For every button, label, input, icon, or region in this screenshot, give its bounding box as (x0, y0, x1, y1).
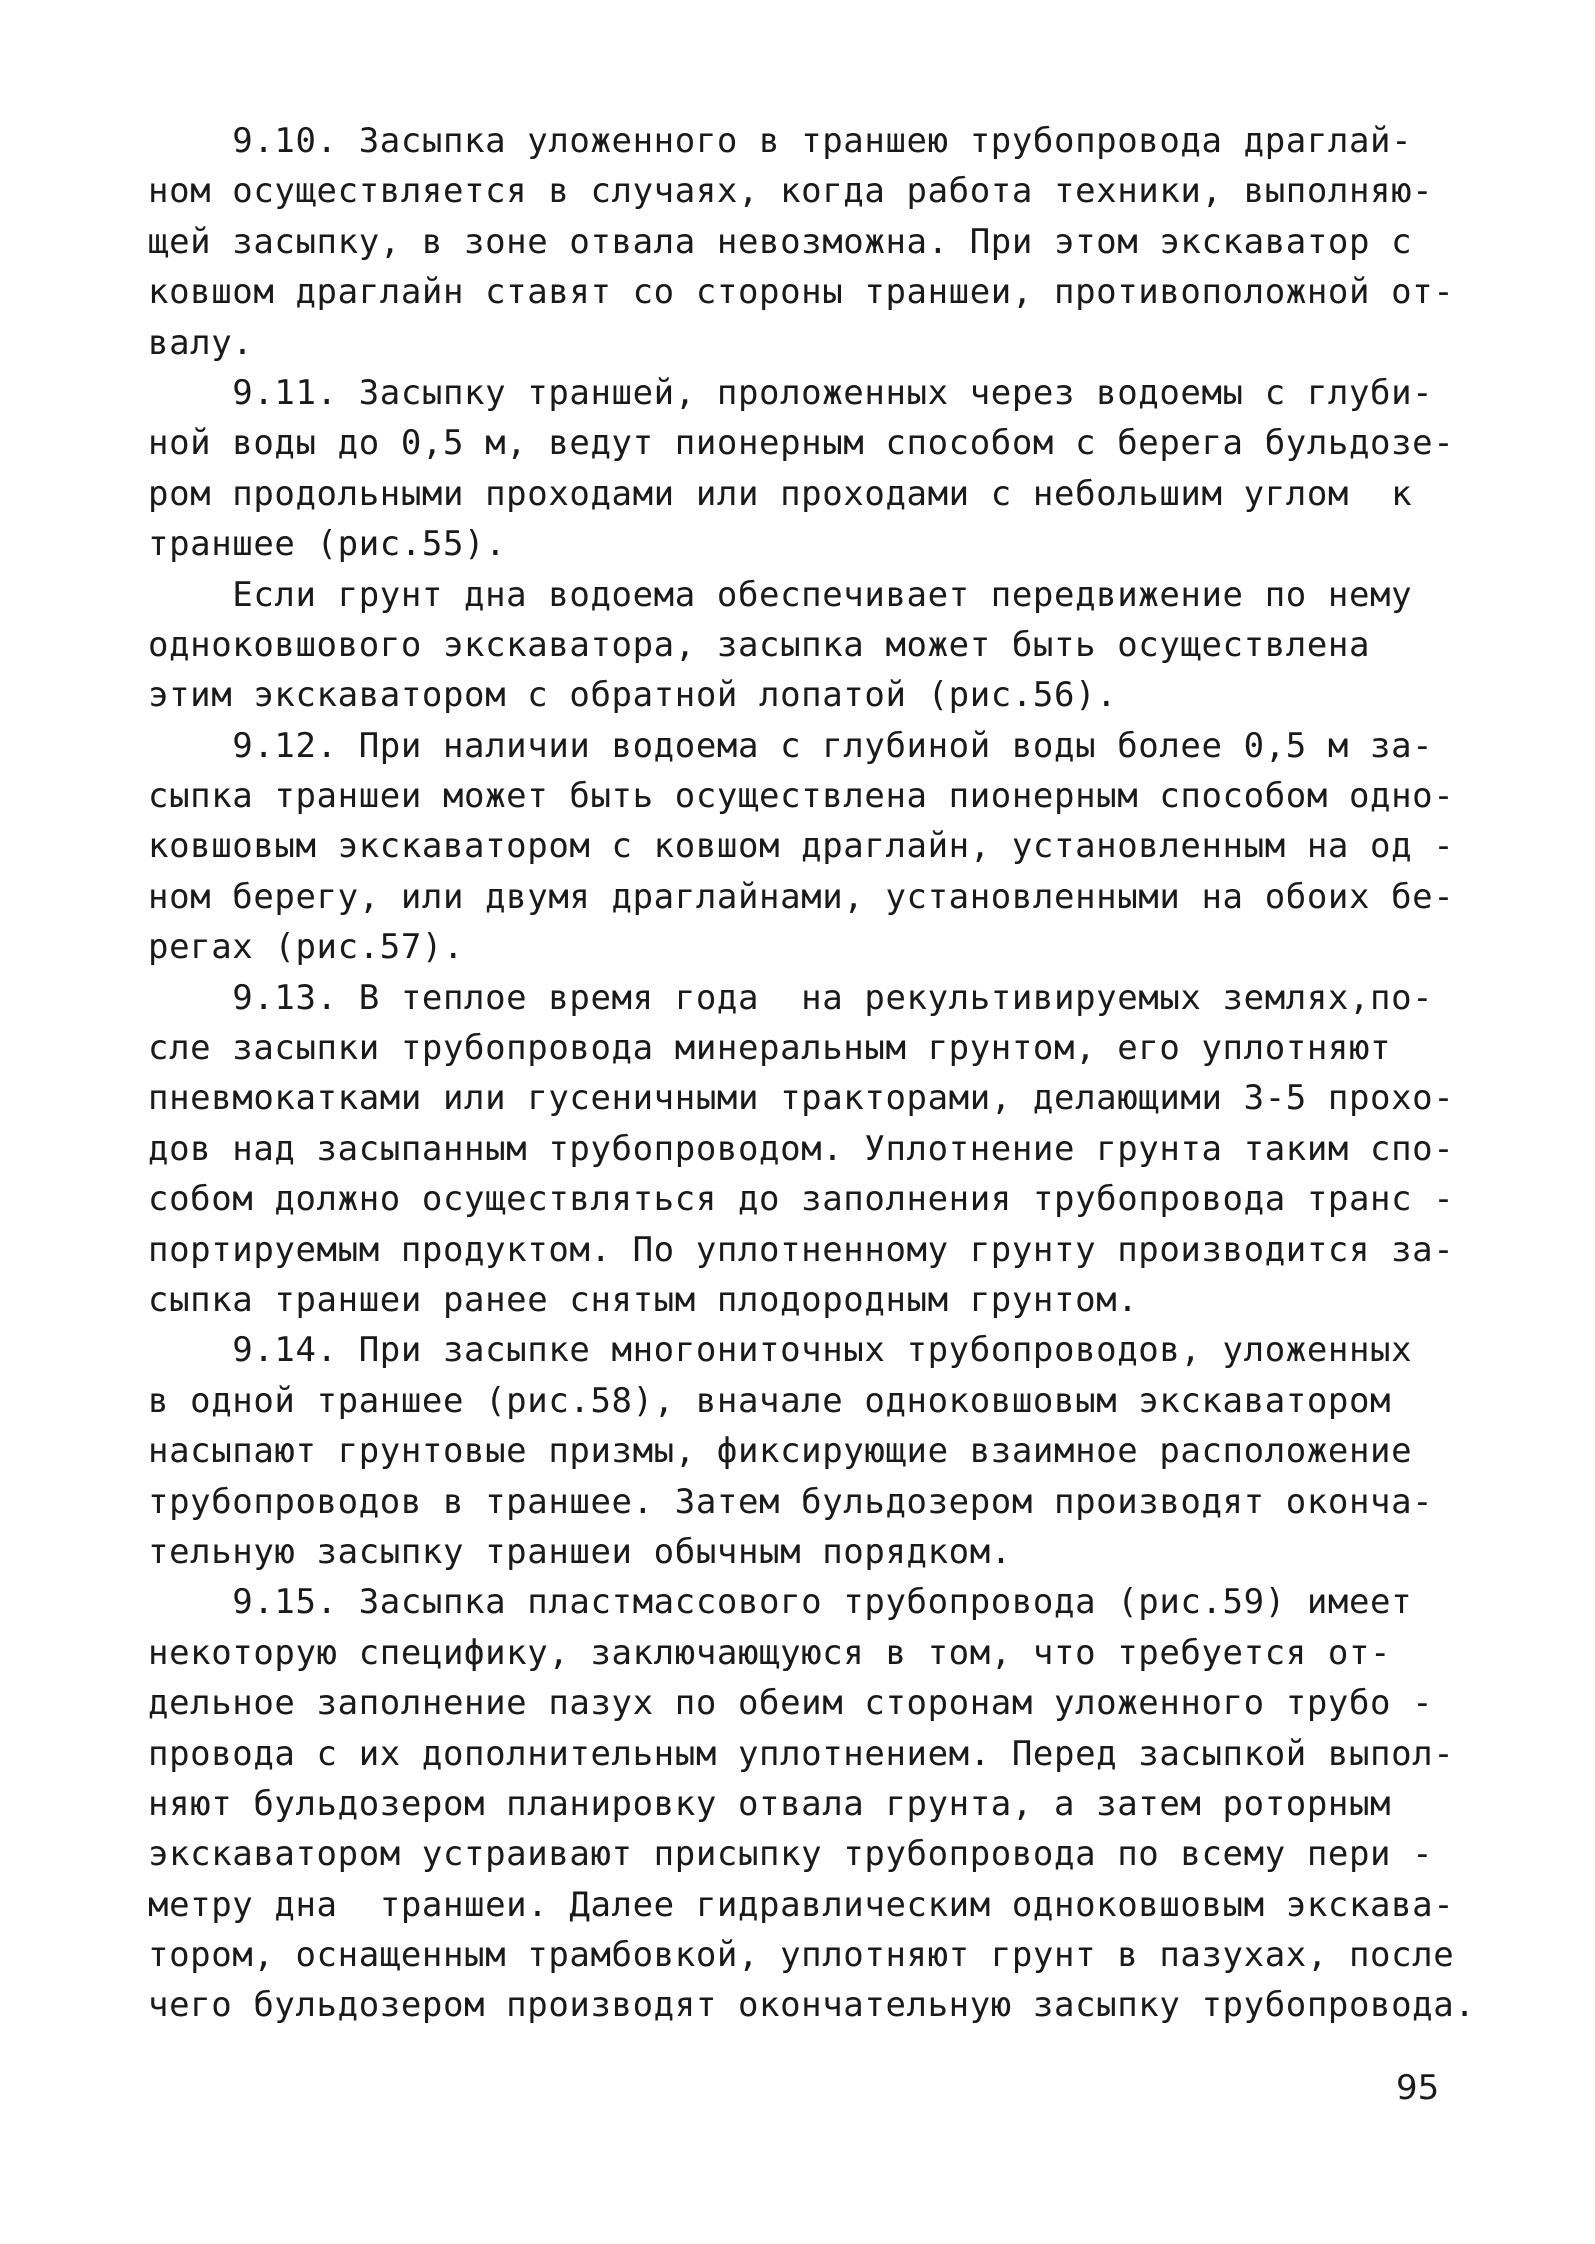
text-line: метру дна траншеи. Далее гидравлическим одноковшовым экскава- (148, 1884, 1455, 1925)
text-line: насыпают грунтовые призмы, фиксирующие взаимное расположение (148, 1431, 1413, 1472)
text-line: 9.15. Засыпка пластмассового трубопровода (рис.59) имеет (148, 1582, 1413, 1623)
text-line: пневмокатками или гусеничными тракторами, делающими 3-5 прохо- (148, 1078, 1455, 1119)
text-line: ном осуществляется в случаях, когда работа техники, выполняю- (148, 171, 1434, 212)
text-line: 9.10. Засыпка уложенного в траншею трубопровода драглай- (148, 121, 1413, 161)
text-line: чего бульдозером производят окончательную засыпку трубопровода. (148, 1985, 1476, 2026)
text-line: провода с их дополнительным уплотнением. Перед засыпкой выпол- (148, 1733, 1455, 1774)
text-line: сле засыпки трубопровода минеральным грунтом, его уплотняют (148, 1028, 1392, 1069)
body-text (148, 116, 1476, 2031)
text-line: регах (рис.57). (148, 927, 465, 968)
text-line: собом должно осуществляться до заполнения трубопровода транс - (148, 1179, 1455, 1220)
text-line: валу. (148, 322, 254, 363)
text-line: ковшом драглайн ставят со стороны траншеи, противоположной от- (148, 272, 1455, 313)
text-line: этим экскаватором с обратной лопатой (рис.56). (148, 675, 1118, 716)
text-line: трубопроводов в траншее. Затем бульдозером производят оконча- (148, 1481, 1434, 1522)
text-line: тором, оснащенным трамбовкой, уплотняют грунт в пазухах, после (148, 1935, 1455, 1976)
text-line: щей засыпку, в зоне отвала невозможна. При этом экскаватор с (148, 221, 1413, 262)
text-line: Если грунт дна водоема обеспечивает передвижение по нему (148, 574, 1413, 615)
text-line: 9.11. Засыпку траншей, проложенных через водоемы с глуби- (148, 372, 1434, 413)
text-line: тельную засыпку траншеи обычным порядком. (148, 1531, 1012, 1572)
text-line: сыпка траншеи может быть осуществлена пионерным способом одно- (148, 776, 1455, 817)
text-line: траншее (рис.55). (148, 524, 507, 565)
text-line: ном берегу, или двумя драглайнами, установленными на обоих бе- (148, 876, 1455, 917)
text-line: няют бульдозером планировку отвала грунта, а затем роторным (148, 1783, 1392, 1824)
text-line: ной воды до 0,5 м, ведут пионерным способом с берега бульдозе- (148, 423, 1455, 464)
text-line: сыпка траншеи ранее снятым плодородным грунтом. (148, 1279, 1139, 1320)
text-line: ром продольными проходами или проходами с небольшим углом к (148, 473, 1413, 514)
text-line: дов над засыпанным трубопроводом. Уплотнение грунта таким спо- (148, 1128, 1455, 1169)
page-number: 95 (1396, 2068, 1440, 2108)
text-line: некоторую специфику, заключающуюся в том, что требуется от- (148, 1632, 1392, 1673)
text-line: ковшовым экскаватором с ковшом драглайн, установленным на од - (148, 826, 1455, 867)
text-line: дельное заполнение пазух по обеим сторонам уложенного трубо - (148, 1683, 1434, 1724)
text-line: 9.13. В теплое время года на рекультивируемых землях,по- (148, 977, 1434, 1018)
text-line: 9.12. При наличии водоема с глубиной воды более 0,5 м за- (148, 725, 1434, 766)
text-line: одноковшового экскаватора, засыпка может быть осуществлена (148, 624, 1371, 665)
text-line: портируемым продуктом. По уплотненному грунту производится за- (148, 1229, 1455, 1270)
text-line: 9.14. При засыпке многониточных трубопроводов, уложенных (148, 1330, 1413, 1371)
text-line: в одной траншее (рис.58), вначале одноковшовым экскаватором (148, 1380, 1392, 1421)
text-line: экскаватором устраивают присыпку трубопровода по всему пери - (148, 1834, 1434, 1875)
